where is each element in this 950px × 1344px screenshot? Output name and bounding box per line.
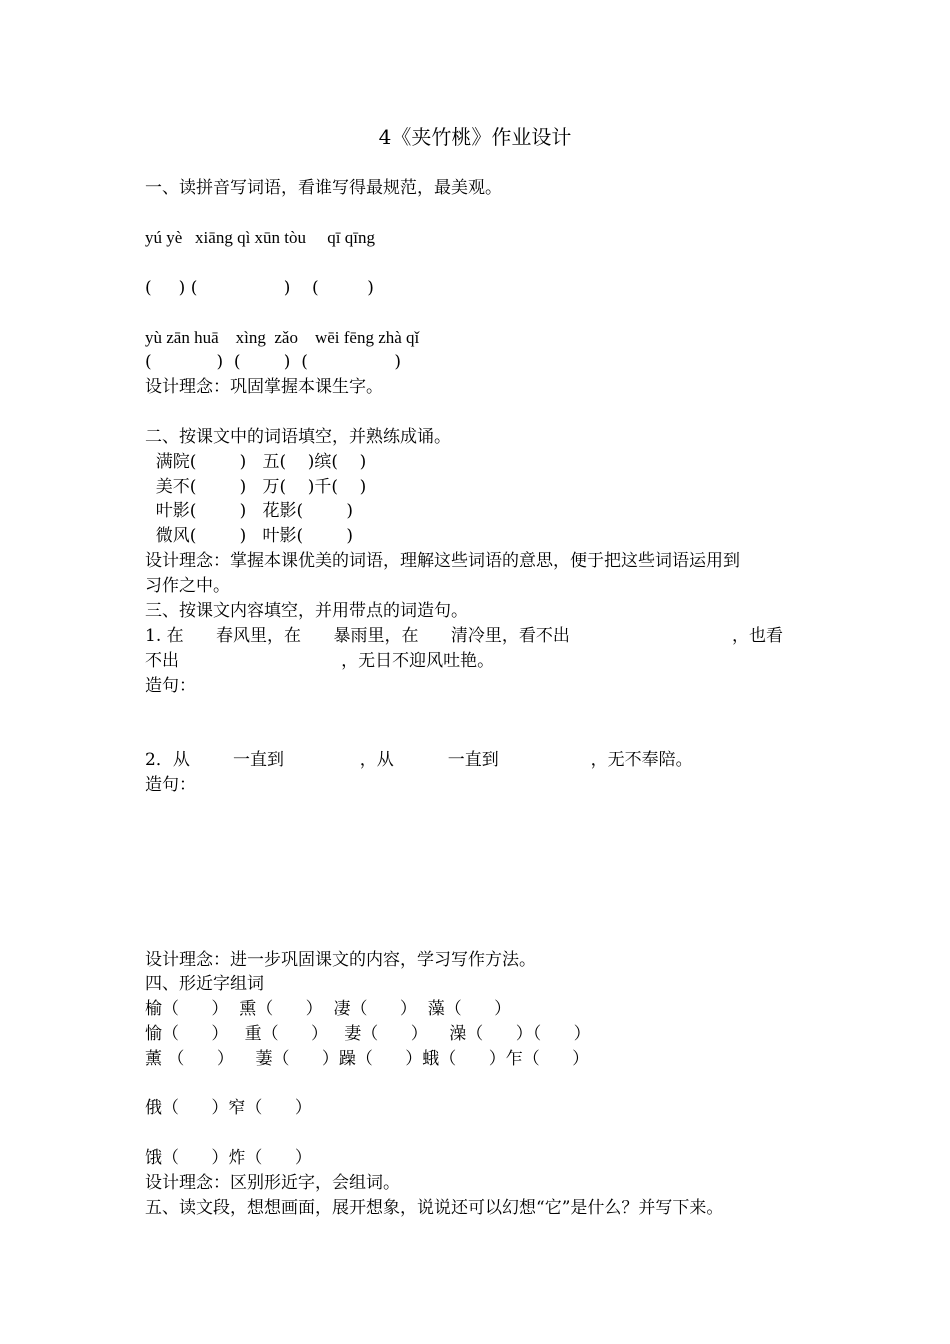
word-row[interactable]: 榆（ ） 熏（ ） 凄（ ） 藻（ ） (145, 999, 512, 1019)
section1-heading: 一、读拼音写词语，看谁写得最规范，最美观。 (145, 178, 502, 198)
section3-heading: 三、按课文内容填空，并用带点的词造句。 (145, 601, 468, 621)
design-note-1: 设计理念：巩固掌握本课生字。 (145, 377, 383, 397)
sentence-label-1: 造句： (145, 676, 196, 696)
section5-heading: 五、读文段，想想画面，展开想象，说说还可以幻想“它”是什么？并写下来。 (145, 1198, 724, 1218)
sentence-label-2: 造句： (145, 775, 196, 795)
design-note-3: 设计理念：进一步巩固课文的内容，学习写作方法。 (145, 950, 536, 970)
fill-row[interactable]: 美不( ) 万( )千( ) (145, 477, 367, 497)
fill-row[interactable]: 满院( ) 五( )缤( ) (145, 452, 367, 472)
question-1-line2[interactable]: 不出 ，无日不迎风吐艳。 (145, 651, 495, 671)
page-title: 4《夹竹桃》作业设计 (378, 125, 572, 149)
word-row[interactable]: 饿（ ）炸（ ） (145, 1148, 312, 1168)
word-row[interactable]: 俄（ ）窄（ ） (145, 1098, 312, 1118)
question-2-line[interactable]: 2．从 一直到 ，从 一直到 ，无不奉陪。 (145, 750, 693, 770)
fill-row[interactable]: 微风( ) 叶影( ) (145, 526, 354, 546)
pinyin-row-1: yú yè xiāng qì xūn tòu qī qīng (145, 228, 375, 247)
design-note-2-line2: 习作之中。 (145, 576, 230, 596)
section2-heading: 二、按课文中的词语填空，并熟练成诵。 (145, 427, 451, 447)
answer-blanks-row-2[interactable]: ( ) ( ) ( ) (145, 352, 401, 372)
pinyin-row-2: yù zān huā xìng zǎo wēi fēng zhà qǐ (145, 328, 420, 347)
question-1-line1[interactable]: 1. 在 春风里，在 暴雨里，在 清冷里，看不出 ，也看 (145, 626, 784, 646)
design-note-4: 设计理念：区别形近字，会组词。 (145, 1173, 400, 1193)
section4-heading: 四、形近字组词 (145, 974, 264, 994)
answer-blanks-row-1[interactable]: ( ) ( ) ( ) (145, 278, 374, 298)
word-row[interactable]: 愉（ ） 重（ ） 妻（ ） 澡（ ）（ ） (145, 1024, 591, 1044)
design-note-2-line1: 设计理念：掌握本课优美的词语，理解这些词语的意思，便于把这些词语运用到 (145, 551, 740, 571)
word-row[interactable]: 薰 （ ） 萋（ ）躁（ ）蛾（ ）乍（ ） (145, 1049, 590, 1069)
fill-row[interactable]: 叶影( ) 花影( ) (145, 501, 354, 521)
